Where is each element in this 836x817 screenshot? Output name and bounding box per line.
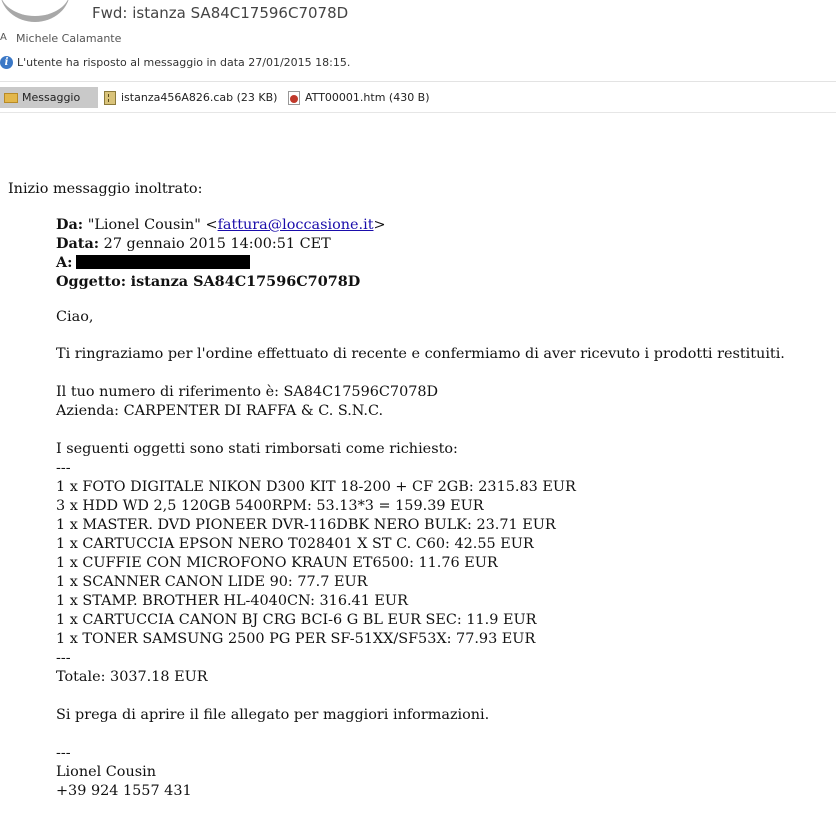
list-item: 3 x HDD WD 2,5 120GB 5400RPM: 53.13*3 = 159.39 EUR xyxy=(56,498,484,514)
list-item: 1 x SCANNER CANON LIDE 90: 77.7 EUR xyxy=(56,574,368,590)
list-item: 1 x CUFFIE CON MICROFONO KRAUN ET6500: 11.76 EUR xyxy=(56,555,498,571)
from-line xyxy=(56,215,386,235)
list-item: 1 x TONER SAMSUNG 2500 PG PER SF-51XX/SF53X: 77.93 EUR xyxy=(56,631,536,647)
to-label: A: xyxy=(56,254,73,271)
list-item: 1 x CARTUCCIA CANON BJ CRG BCI-6 G BL EUR SEC: 11.9 EUR xyxy=(56,612,537,628)
list-item: 1 x STAMP. BROTHER HL-4040CN: 316.41 EUR xyxy=(56,593,408,609)
from-name: "Lionel Cousin" < xyxy=(87,217,218,233)
separator: --- xyxy=(56,650,71,666)
html-file-icon xyxy=(288,91,300,105)
attachment-cab[interactable] xyxy=(104,87,277,108)
list-item: 1 x CARTUCCIA EPSON NERO T028401 X ST C. C60: 42.55 EUR xyxy=(56,536,534,552)
attachment-label: istanza456A826.cab (23 KB) xyxy=(121,91,278,104)
divider xyxy=(0,112,836,113)
reply-info-text: L'utente ha risposto al messaggio in data 27/01/2015 18:15. xyxy=(17,55,351,69)
from-label: Da: xyxy=(56,216,84,233)
date-label: Data: xyxy=(56,235,100,252)
reference-text: Il tuo numero di riferimento è: SA84C17596C7078D xyxy=(56,384,439,400)
date-value: 27 gennaio 2015 14:00:51 CET xyxy=(103,236,331,252)
greeting: Ciao, xyxy=(56,309,94,325)
attachment-note: Si prega di aprire il file allegato per maggiori informazioni. xyxy=(56,707,490,723)
message-header xyxy=(0,0,836,113)
to-line xyxy=(56,253,250,273)
archive-file-icon xyxy=(104,91,116,105)
separator: --- xyxy=(56,460,71,476)
reply-info xyxy=(0,54,350,70)
sender-name[interactable]: Michele Calamante xyxy=(16,32,122,45)
signature-separator: --- xyxy=(56,745,71,761)
subject-line xyxy=(56,272,360,292)
sender-marker: A xyxy=(0,32,7,43)
list-item: 1 x MASTER. DVD PIONEER DVR-116DBK NERO BULK: 23.71 EUR xyxy=(56,517,556,533)
attachment-label: ATT00001.htm (430 B) xyxy=(305,91,430,104)
date-line xyxy=(56,234,331,254)
company-text: Azienda: CARPENTER DI RAFFA & C. S.N.C. xyxy=(56,403,384,419)
attachment-htm[interactable] xyxy=(288,87,430,108)
subject-value: istanza SA84C17596C7078D xyxy=(130,273,361,290)
attachment-tabs xyxy=(0,87,836,108)
signature-name: Lionel Cousin xyxy=(56,764,156,780)
signature-phone: +39 924 1557 431 xyxy=(56,783,192,799)
tab-label: Messaggio xyxy=(22,91,81,104)
from-close: > xyxy=(373,217,386,233)
refunded-intro: I seguenti oggetti sono stati rimborsati come richiesto: xyxy=(56,441,458,457)
message-subject: Fwd: istanza SA84C17596C7078D xyxy=(92,4,349,22)
redacted-recipient xyxy=(76,255,250,269)
info-icon: i xyxy=(0,56,13,69)
envelope-icon xyxy=(4,93,18,103)
total-text: Totale: 3037.18 EUR xyxy=(56,669,208,685)
forward-intro: Inizio messaggio inoltrato: xyxy=(8,181,203,197)
subject-label: Oggetto: xyxy=(56,273,127,290)
from-email-link[interactable]: fattura@loccasione.it xyxy=(217,217,374,233)
list-item: 1 x FOTO DIGITALE NIKON D300 KIT 18-200 + CF 2GB: 2315.83 EUR xyxy=(56,479,576,495)
tab-message[interactable] xyxy=(0,87,98,108)
divider xyxy=(0,81,836,82)
avatar xyxy=(0,0,70,22)
thanks-text: Ti ringraziamo per l'ordine effettuato di recente e confermiamo di aver ricevuto i prodotti restituiti. xyxy=(56,346,785,362)
